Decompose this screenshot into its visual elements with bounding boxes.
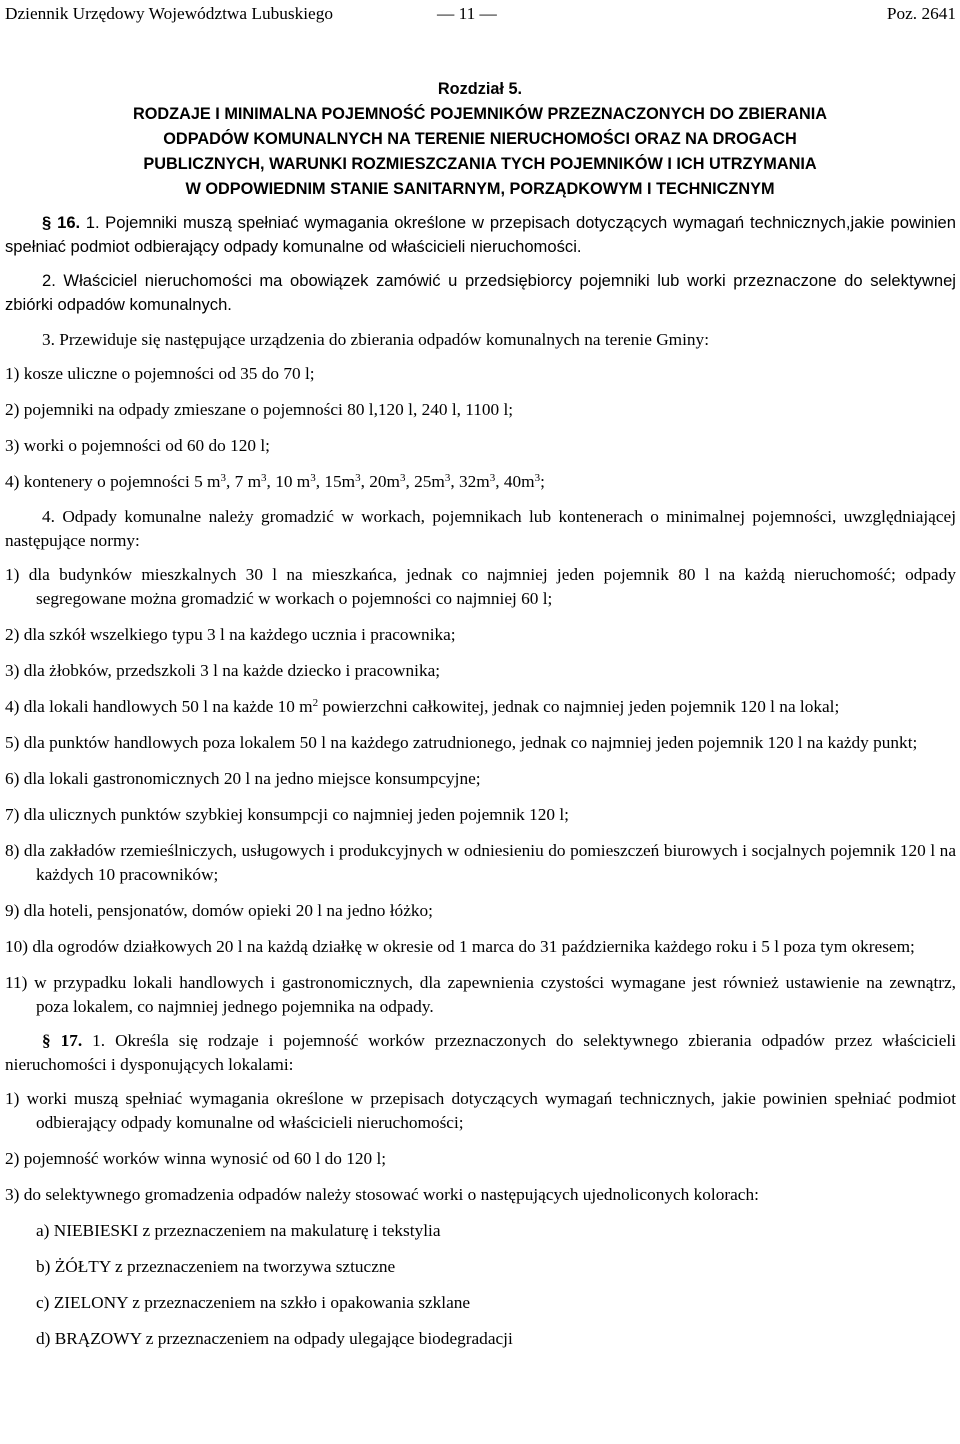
- superscript: 3: [489, 472, 496, 484]
- list-item: 6) dla lokali gastronomicznych 20 l na jedno miejsce konsumpcyjne;: [5, 769, 481, 788]
- para-text: 4. Odpady komunalne należy gromadzić w workach, pojemnikach lub kontenerach o minimalnej pojemności, uwzględniającej następujące normy:: [5, 507, 956, 550]
- section-16-para-3: [5, 328, 956, 352]
- list-item: 8) dla zakładów rzemieślniczych, usługowych i produkcyjnych w odniesieniu do pomieszczeń biurowych i socjalnych pojemnik 120 l na każdych 10 pracowników;: [5, 841, 956, 884]
- color-list-item: c) ZIELONY z przeznaczeniem na szkło i opakowania szklane: [36, 1293, 471, 1312]
- list-item-text: 4) dla lokali handlowych 50 l na każde 10 m: [5, 697, 313, 716]
- list-item: 1) worki muszą spełniać wymagania określone w przepisach dotyczących wymagań technicznych, jakie powinien spełniać podmiot odbierający odpady komunalne od właścicieli nieruchomości;: [5, 1089, 956, 1132]
- list-item: 10) dla ogrodów działkowych 20 l na każdą działkę w okresie od 1 marca do 31 października każdego roku i 5 l poza tym okresem;: [5, 937, 915, 956]
- capacity-value: , 15m: [315, 472, 356, 491]
- list-item: 3) do selektywnego gromadzenia odpadów należy stosować worki o następujących ujednoliconych kolorach:: [5, 1185, 759, 1204]
- superscript: 3: [534, 472, 541, 484]
- para-number: 1.: [85, 213, 100, 232]
- list-item-text: powierzchni całkowitej, jednak co najmniej jeden pojemnik 120 l na lokal;: [318, 697, 840, 716]
- list-item: 11) w przypadku lokali handlowych i gastronomicznych, dla zapewnienia czystości wymagane jest również ustawienie na zewnątrz, poza lokalem, co najmniej jednego pojemnika na odpady.: [5, 973, 956, 1016]
- list-item: [5, 470, 956, 494]
- superscript: 3: [310, 472, 316, 484]
- list-item: 3) dla żłobków, przedszkoli 3 l na każde dziecko i pracownika;: [5, 661, 441, 680]
- section-16-para-2: [5, 269, 956, 317]
- capacity-value: , 40m: [495, 472, 535, 491]
- capacity-value: , 32m: [450, 472, 490, 491]
- list-item: 7) dla ulicznych punktów szybkiej konsumpcji co najmniej jeden pojemnik 120 l;: [5, 805, 569, 824]
- position-number: Poz. 2641: [886, 4, 956, 23]
- section-number: § 16.: [42, 213, 81, 232]
- capacity-value: , 7 m: [226, 472, 262, 491]
- superscript: 3: [399, 472, 406, 484]
- capacity-value: , 25m: [405, 472, 445, 491]
- color-list-item: b) ŻÓŁTY z przeznaczeniem na tworzywa sztuczne: [36, 1257, 396, 1276]
- page-number: — 11 —: [437, 4, 497, 23]
- document-body: [5, 211, 956, 1351]
- list-item: 2) pojemniki na odpady zmieszane o pojemności 80 l,120 l, 240 l, 1100 l;: [5, 400, 514, 419]
- color-list-item: a) NIEBIESKI z przeznaczeniem na makulaturę i tekstylia: [36, 1221, 441, 1240]
- journal-title: Dziennik Urzędowy Województwa Lubuskiego: [5, 4, 333, 23]
- para-text: Określa się rodzaje i pojemność worków przeznaczonych do selektywnego zbierania odpadów przez właścicieli nieruchomości i dysponujących lokalami:: [5, 1031, 957, 1074]
- chapter-title-line: RODZAJE I MINIMALNA POJEMNOŚĆ POJEMNIKÓW PRZEZNACZONYCH DO ZBIERANIA: [132, 105, 828, 123]
- chapter-title-line: W ODPOWIEDNIM STANIE SANITARNYM, PORZĄDKOWYM I TECHNICZNYM: [185, 180, 775, 198]
- list-item: 1) dla budynków mieszkalnych 30 l na mieszkańca, jednak co najmniej jeden pojemnik 80 l na każdą nieruchomość; odpady segregowane można gromadzić w workach o pojemności co najmniej 60 l;: [5, 565, 956, 608]
- page-header: [5, 2, 956, 24]
- para-text: Pojemniki muszą spełniać wymagania określone w przepisach dotyczących wymagań technicznych,jakie powinien spełniać podmiot odbierający odpady komunalne od właścicieli nieruchomości.: [5, 213, 956, 256]
- para-text: 2. Właściciel nieruchomości ma obowiązek zamówić u przedsiębiorcy pojemniki lub worki przeznaczone do selektywnej zbiórki odpadów komunalnych.: [5, 271, 956, 314]
- chapter-label: Rozdział 5.: [437, 80, 523, 98]
- section-16-para-1: [5, 211, 956, 259]
- chapter-heading: [0, 77, 960, 202]
- list-item: 9) dla hoteli, pensjonatów, domów opieki 20 l na jedno łóżko;: [5, 901, 433, 920]
- list-item-text: 4) kontenery o pojemności: [5, 472, 195, 491]
- list-item: 5) dla punktów handlowych poza lokalem 50 l na każdego zatrudnionego, jednak co najmniej jeden pojemnik 120 l na każdy punkt;: [5, 733, 918, 752]
- superscript: 3: [444, 472, 451, 484]
- superscript: 2: [312, 697, 319, 709]
- chapter-title-line: ODPADÓW KOMUNALNYCH NA TERENIE NIERUCHOMOŚCI ORAZ NA DROGACH: [163, 130, 797, 148]
- capacity-value: 5 m: [194, 472, 221, 491]
- superscript: 3: [220, 472, 226, 484]
- list-item: 2) pojemność worków winna wynosić od 60 l do 120 l;: [5, 1149, 387, 1168]
- capacity-value: , 10 m: [266, 472, 311, 491]
- section-number: § 17.: [42, 1031, 83, 1050]
- list-item: 3) worki o pojemności od 60 do 120 l;: [5, 436, 270, 455]
- list-item: 2) dla szkół wszelkiego typu 3 l na każdego ucznia i pracownika;: [5, 625, 456, 644]
- chapter-title-line: PUBLICZNYCH, WARUNKI ROZMIESZCZANIA TYCH POJEMNIKÓW I ICH UTRZYMANIA: [143, 155, 817, 173]
- superscript: 3: [355, 472, 361, 484]
- list-item-text: ;: [540, 472, 545, 491]
- list-item: [5, 695, 956, 719]
- para-number: 1.: [92, 1031, 106, 1050]
- para-text: 3. Przewiduje się następujące urządzenia do zbierania odpadów komunalnych na terenie Gminy:: [42, 330, 709, 349]
- color-list-item: d) BRĄZOWY z przeznaczeniem na odpady ulegające biodegradacji: [36, 1329, 513, 1348]
- section-17-para-1: [5, 1029, 956, 1077]
- section-16-para-4: [5, 505, 956, 553]
- capacity-value: , 20m: [360, 472, 400, 491]
- superscript: 3: [261, 472, 267, 484]
- list-item: 1) kosze uliczne o pojemności od 35 do 70 l;: [5, 364, 315, 383]
